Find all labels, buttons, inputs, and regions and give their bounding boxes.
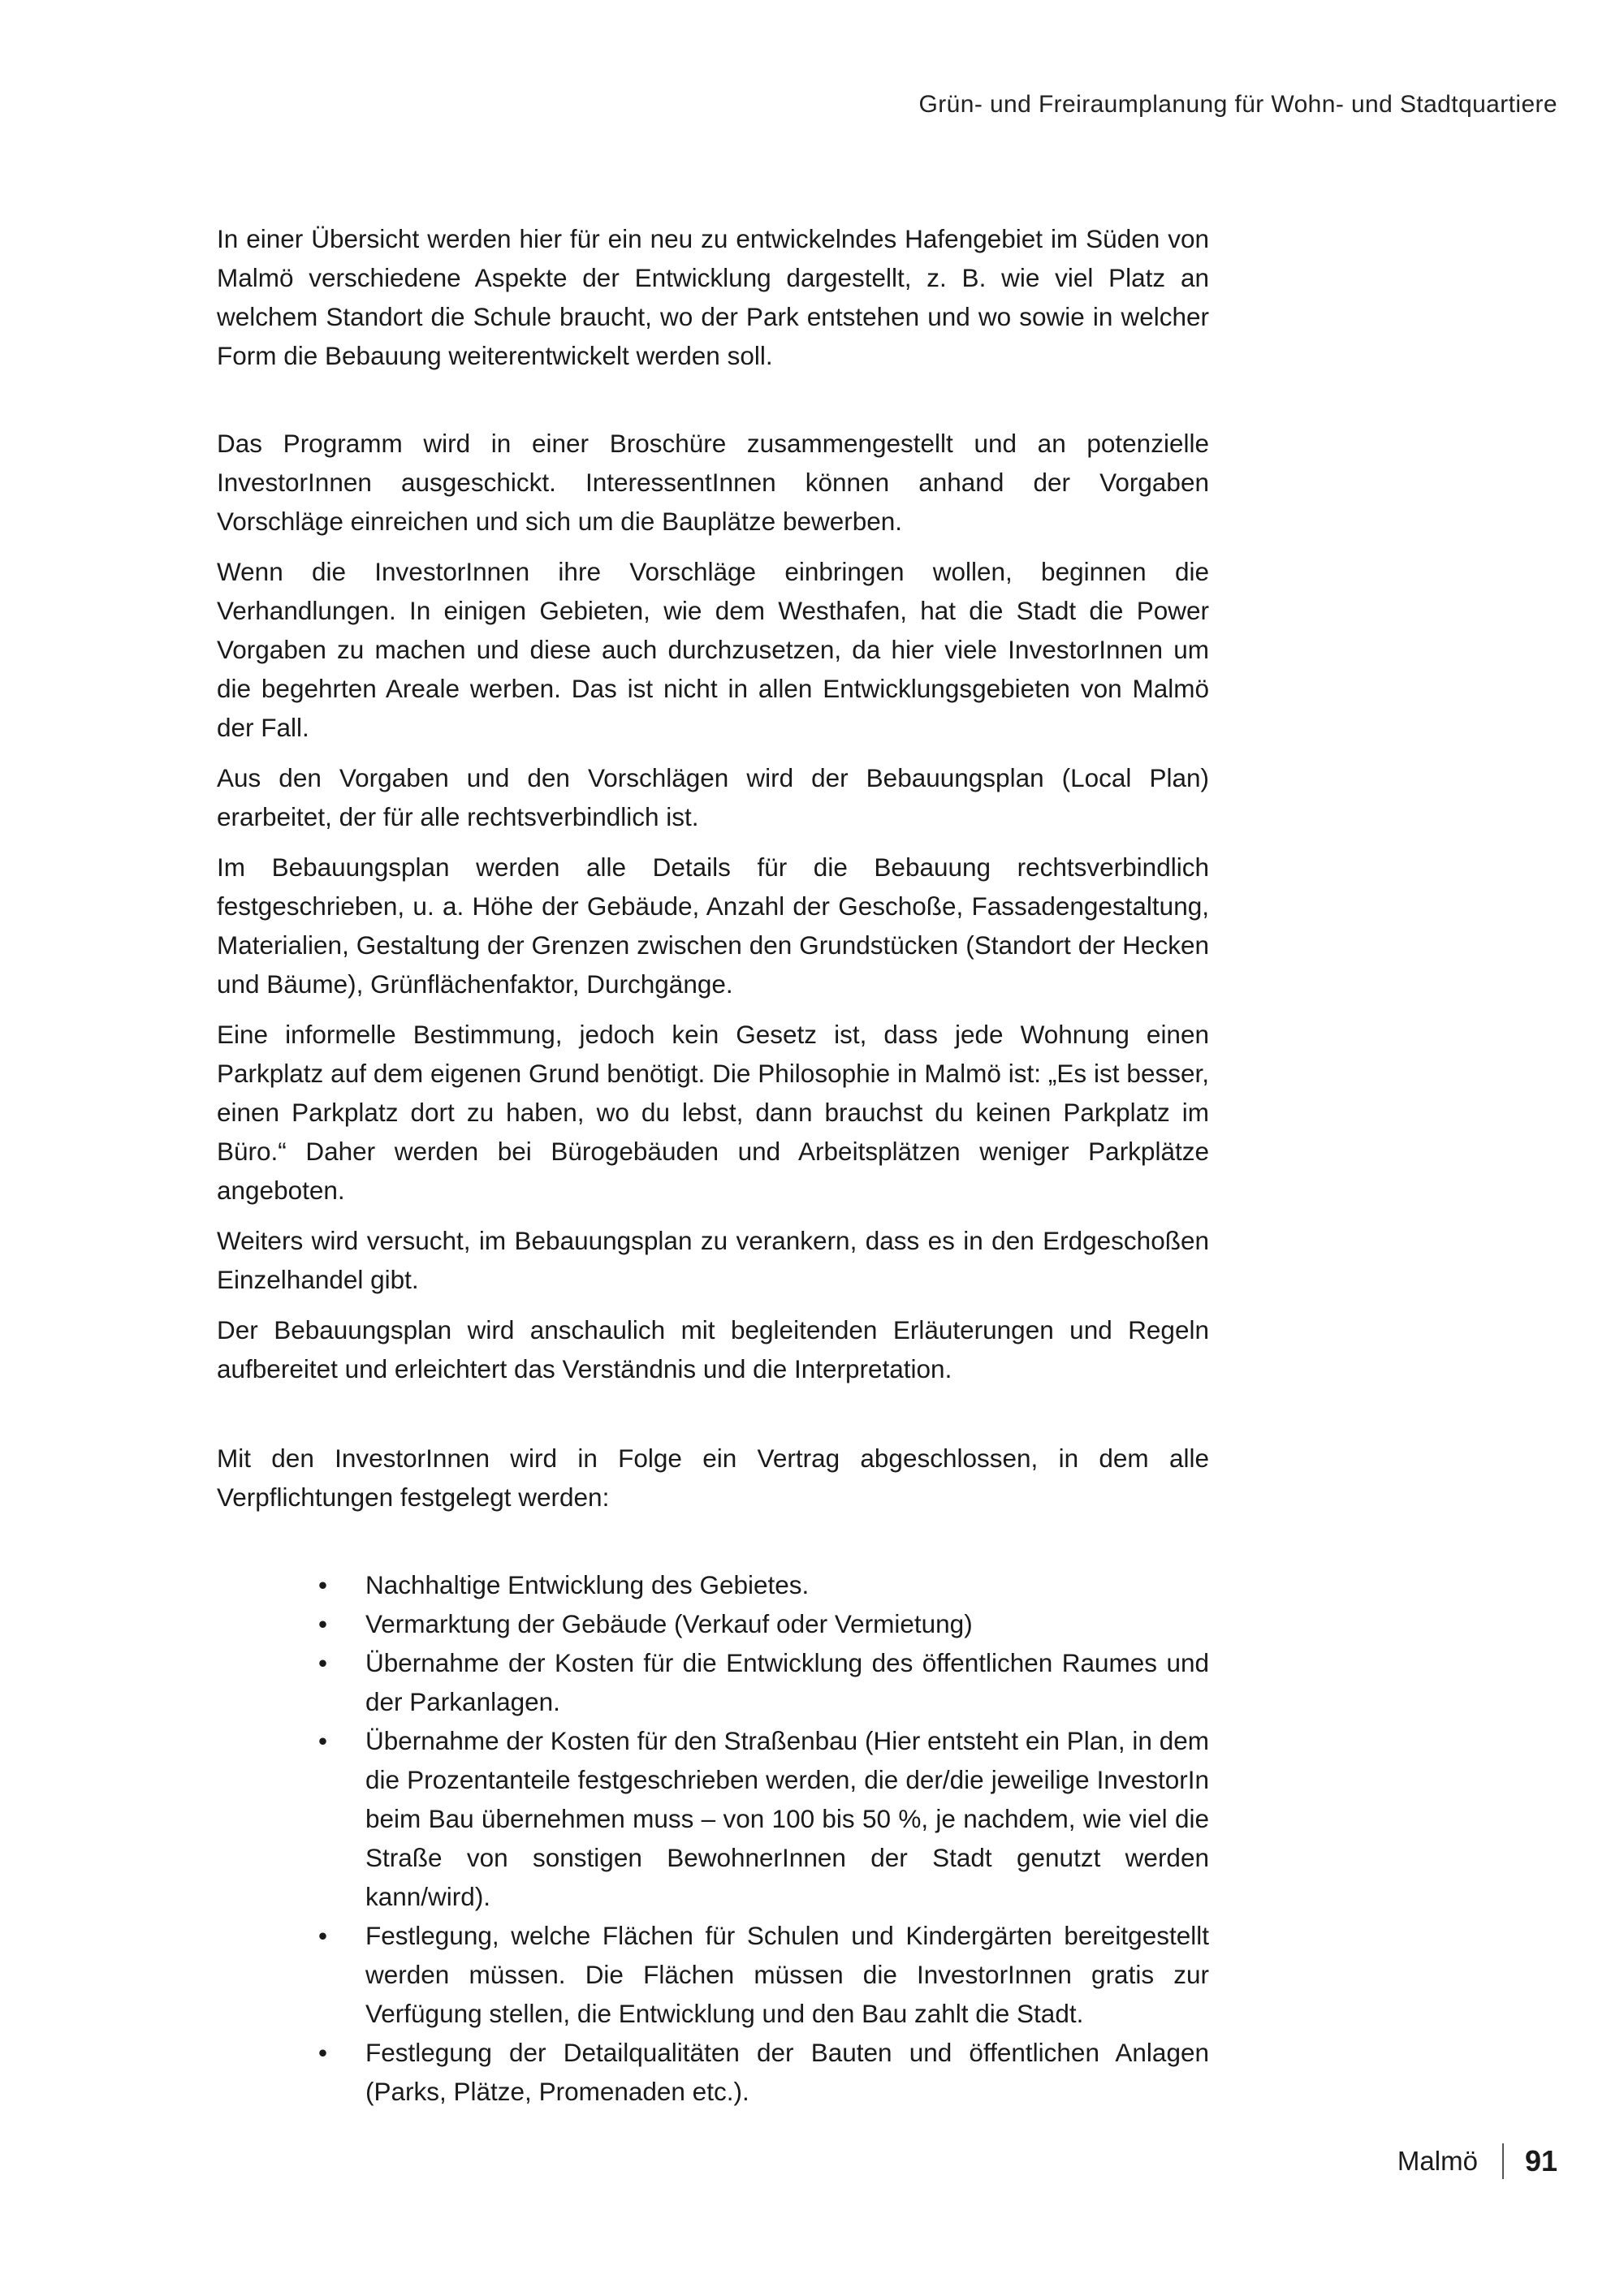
bullet-icon: •	[318, 1609, 328, 1638]
list-item-text: Festlegung der Detailqualitäten der Bauten und öffentlichen Anlagen (Parks, Plätze, Promenaden etc.).	[365, 2038, 1209, 2106]
bullet-icon: •	[318, 1921, 328, 1950]
footer-divider	[1502, 2143, 1504, 2179]
list-item-text: Übernahme der Kosten für den Straßenbau (Hier entsteht ein Plan, in dem die Prozentanteile festgeschrieben werden, die der/die jeweilige InvestorIn beim Bau übernehmen muss – von 100 bis 50 %, je nachdem, wie viel die Straße von sonstigen BewohnerInnen der Stadt genutzt werden kann/wird).	[365, 1726, 1209, 1911]
page-footer	[1397, 2143, 1557, 2179]
list-item	[318, 1721, 1209, 1916]
bullet-icon: •	[318, 1570, 328, 1599]
list-item-text: Vermarktung der Gebäude (Verkauf oder Vermietung)	[365, 1609, 973, 1638]
paragraph: Eine informelle Bestimmung, jedoch kein Gesetz ist, dass jede Wohnung einen Parkplatz auf dem eigenen Grund benötigt. Die Philosophie in Malmö ist: „Es ist besser, einen Parkplatz dort zu haben, wo du lebst, dann brauchst du keinen Parkplatz im Büro.“ Daher werden bei Bürogebäuden und Arbeitsplätzen weniger Parkplätze angeboten.	[217, 1020, 1209, 1205]
paragraph: Wenn die InvestorInnen ihre Vorschläge einbringen wollen, beginnen die Verhandlungen. In einigen Gebieten, wie dem Westhafen, hat die Stadt die Power Vorgaben zu machen und diese auch durchzusetzen, da hier viele InvestorInnen um die begehrten Areale werben. Das ist nicht in allen Entwicklungsgebieten von Malmö der Fall.	[217, 557, 1209, 742]
bullet-icon: •	[318, 1726, 328, 1755]
paragraph: Das Programm wird in einer Broschüre zusammengestellt und an potenzielle InvestorInnen ausgeschickt. InteressentInnen können anhand der Vorgaben Vorschläge einreichen und sich um die Bauplätze bewerben.	[217, 429, 1209, 536]
list-item	[318, 1643, 1209, 1721]
paragraph: Der Bebauungsplan wird anschaulich mit begleitenden Erläuterungen und Regeln aufbereitet und erleichtert das Verständnis und die Interpretation.	[217, 1315, 1209, 1383]
running-header: Grün- und Freiraumplanung für Wohn- und Stadtquartiere	[918, 91, 1557, 118]
list-item	[318, 1565, 1209, 1604]
paragraph: Im Bebauungsplan werden alle Details für die Bebauung rechtsverbindlich festgeschrieben, u. a. Höhe der Gebäude, Anzahl der Geschoße, Fassadengestaltung, Materialien, Gestaltung der Grenzen zwischen den Grundstücken (Standort der Hecken und Bäume), Grünflächenfaktor, Durchgänge.	[217, 852, 1209, 999]
paragraph: Aus den Vorgaben und den Vorschlägen wird der Bebauungsplan (Local Plan) erarbeitet, der für alle rechtsverbindlich ist.	[217, 763, 1209, 831]
footer-section-title: Malmö	[1397, 2146, 1478, 2176]
list-item-text: Festlegung, welche Flächen für Schulen und Kindergärten bereitgestellt werden müssen. Die Flächen müssen die InvestorInnen gratis zur Verfügung stellen, die Entwicklung und den Bau zahlt die Stadt.	[365, 1921, 1209, 2028]
bullet-icon: •	[318, 1648, 328, 1677]
bullet-icon: •	[318, 2038, 328, 2067]
list-item	[318, 2033, 1209, 2111]
page-number: 91	[1524, 2144, 1557, 2177]
list-item	[318, 1604, 1209, 1643]
list-item-text: Übernahme der Kosten für die Entwicklung des öffentlichen Raumes und der Parkanlagen.	[365, 1648, 1209, 1716]
paragraph: Mit den InvestorInnen wird in Folge ein Vertrag abgeschlossen, in dem alle Verpflichtungen festgelegt werden:	[217, 1444, 1209, 1512]
paragraph: Weiters wird versucht, im Bebauungsplan zu verankern, dass es in den Erdgeschoßen Einzelhandel gibt.	[217, 1226, 1209, 1294]
paragraph: In einer Übersicht werden hier für ein neu zu entwickelndes Hafengebiet im Süden von Malmö verschiedene Aspekte der Entwicklung dargestellt, z. B. wie viel Platz an welchem Standort die Schule braucht, wo der Park entstehen und wo sowie in welcher Form die Bebauung weiterentwickelt werden soll.	[217, 224, 1209, 370]
list-item	[318, 1916, 1209, 2033]
page-body	[217, 219, 1209, 2111]
obligations-list	[217, 1565, 1209, 2111]
list-item-text: Nachhaltige Entwicklung des Gebietes.	[365, 1570, 810, 1599]
